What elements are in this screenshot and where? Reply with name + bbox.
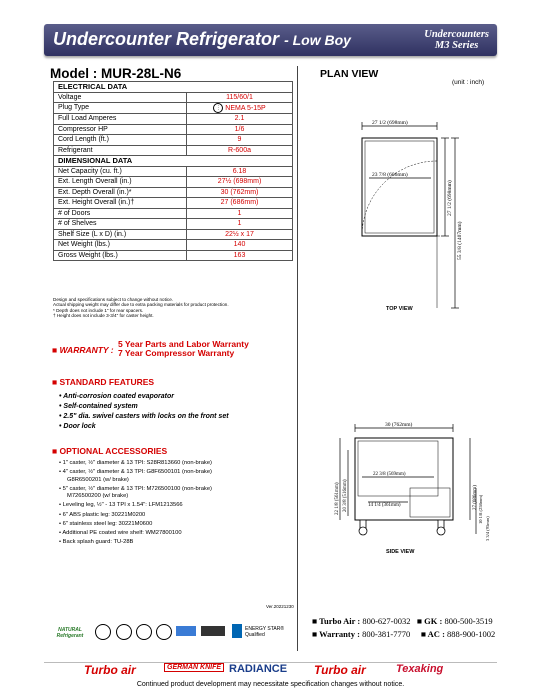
texaking-logo: Texaking (396, 663, 444, 675)
top-total-dim: 55 3/8 (1407mm) (457, 221, 463, 260)
contacts (312, 615, 495, 641)
table-row (54, 114, 293, 125)
list-item: • 4" caster, ½" diameter & 13 TPI: G8F6500101 (non-brake) G8R6500201 (w/ brake) (59, 469, 212, 483)
features-list (59, 392, 229, 432)
side-depth-dim: 30 (762mm) (385, 422, 413, 428)
side-h3-dim: 27 (686mm) (473, 485, 478, 510)
table-row (54, 103, 293, 114)
top-width-dim: 27 1/2 (698mm) (372, 120, 408, 126)
csa-icon (95, 624, 111, 640)
side-interior-dim: 22 3/8 (569mm) (373, 472, 406, 477)
table-row (54, 208, 293, 219)
spec-value: 22½ x 17 (187, 229, 293, 240)
accessories-title: ■ OPTIONAL ACCESSORIES (52, 446, 168, 456)
spec-value: 140 (187, 240, 293, 251)
page-title: Undercounter Refrigerator - Low Boy (53, 29, 351, 49)
list-item: • 6" ABS plastic leg: 30221M0200 (59, 511, 146, 518)
spec-value: 6.18 (187, 166, 293, 177)
spec-value: 27 (686mm) (187, 198, 293, 209)
unit-label: (unit : inch) (452, 79, 485, 86)
table-row (54, 124, 293, 135)
spec-value: 1 (187, 219, 293, 230)
spec-value: 9 (187, 135, 293, 146)
spec-value: 115/60/1 (187, 92, 293, 103)
table-row (54, 219, 293, 230)
spec-label: Gross Weight (lbs.) (54, 250, 187, 261)
spec-label: Compressor HP (54, 124, 187, 135)
turbo-air-logo: Turbo air (84, 663, 136, 677)
top-depth-dim: 27 1/2 (698mm) (447, 180, 453, 216)
radiance-logo: RADIANCE (229, 663, 288, 675)
version-label: Ver.20221230 (266, 604, 294, 609)
spec-table (53, 81, 293, 261)
spec-value: 1 (187, 208, 293, 219)
ul-icon (156, 624, 172, 640)
series-label: Undercounters M3 Series (424, 29, 489, 51)
german-knife-logo: GERMAN KNIFE (164, 663, 224, 672)
side-h2-dim: 20 3/8 (516mm) (343, 479, 348, 512)
natural-refrigerant-badge: NATURAL Refrigerant (56, 627, 84, 639)
spec-value: 27½ (698mm) (187, 177, 293, 188)
spec-label: # of Doors (54, 208, 187, 219)
etl-sanitation-icon (136, 624, 152, 640)
spec-label: Ext. Length Overall (in.) (54, 177, 187, 188)
table-row (54, 240, 293, 251)
list-item: • 6" stainless steel leg: 30221M0600 (59, 520, 153, 527)
spec-value: ⋮ NEMA 5-15P (187, 103, 293, 114)
spec-label: Plug Type (54, 103, 187, 114)
table-row (54, 177, 293, 188)
side-h4-dim: 10 1/8 (258mm) (478, 494, 483, 524)
warranty-label: ■ WARRANTY : (52, 345, 114, 355)
list-item: • Back splash guard: TU-28B (59, 538, 134, 545)
spec-notes: Design and specifications subject to change without notice. Actual shipping weight may differ due to extra packing materials for product protection. * Depth does not include 1" for rear spacers. † Height does not include 3-3/4" for caster height. (53, 297, 229, 319)
table-row (54, 187, 293, 198)
plug-icon: ⋮ (213, 103, 223, 113)
model-number: Model : MUR-28L-N6 (50, 66, 182, 81)
spec-value: 1/6 (187, 124, 293, 135)
list-item: • Additional PE coated wire shelf: WM27800100 (59, 529, 182, 536)
footer-disclaimer: Continued product development may necessitate specification changes without notice. (136, 681, 405, 688)
turbo-air-logo-2: Turbo air (314, 663, 366, 677)
section-header: DIMENSIONAL DATA (54, 156, 293, 167)
energy-star-label: ENERGY STAR® Qualified (245, 626, 285, 638)
list-item: • Leveling leg, ½" - 13 TPI x 1.54": LFM1213566 (59, 502, 183, 509)
spec-label: Shelf Size (L x D) (in.) (54, 229, 187, 240)
side-view-label: SIDE VIEW (386, 549, 415, 555)
side-h5-dim: 3 3/4 (95mm) (485, 516, 490, 541)
spec-label: Ext. Depth Overall (in.)* (54, 187, 187, 198)
accessories-list (59, 460, 212, 548)
section-header: ELECTRICAL DATA (54, 82, 293, 93)
warranty-badge-icon (201, 626, 225, 636)
table-row (54, 92, 293, 103)
side-inner2-dim: 14 1/4 (361mm) (368, 503, 401, 508)
top-inner-dim: 23 7/8 (606mm) (372, 172, 408, 178)
side-h1-dim: 22 1/8 (561mm) (335, 482, 340, 515)
table-row (54, 250, 293, 261)
spec-label: Ext. Height Overall (in.)† (54, 198, 187, 209)
list-item: • 5" caster, ½" diameter & 13 TPI: M726500100 (non-brake) M726500200 (w/ brake) (59, 485, 212, 500)
list-item: • Anti-corrosion coated evaporator (59, 393, 174, 400)
spec-value: 163 (187, 250, 293, 261)
table-row (54, 135, 293, 146)
spec-label: Full Load Amperes (54, 114, 187, 125)
spec-label: # of Shelves (54, 219, 187, 230)
list-item: • 1" caster, ½" diameter & 13 TPI: S28R813660 (non-brake) (59, 460, 212, 466)
etl-icon (116, 624, 132, 640)
spec-value: 30 (762mm) (187, 187, 293, 198)
spec-label: Voltage (54, 92, 187, 103)
spec-label: Net Capacity (cu. ft.) (54, 166, 187, 177)
contact-row: ■ Turbo Air : 800-627-0032 ■ GK : 800-500-3519 (312, 616, 493, 626)
side-view-drawing (310, 420, 500, 545)
table-row (54, 145, 293, 156)
spec-label: Net Weight (lbs.) (54, 240, 187, 251)
list-item: • Self-contained system (59, 403, 138, 410)
list-item: • Door lock (59, 423, 96, 430)
top-view-label: TOP VIEW (386, 306, 413, 312)
doe-icon (176, 626, 196, 636)
features-title: ■ STANDARD FEATURES (52, 377, 155, 387)
spec-label: Refrigerant (54, 145, 187, 156)
table-row (54, 166, 293, 177)
spec-value: R-600a (187, 145, 293, 156)
table-row (54, 229, 293, 240)
divider (297, 66, 298, 651)
contact-row: ■ Warranty : 800-381-7770 ■ AC : 888-900-1002 (312, 629, 496, 639)
top-view-drawing (330, 110, 500, 320)
table-row (54, 198, 293, 209)
spec-value: 2.1 (187, 114, 293, 125)
certifications (50, 624, 295, 648)
brand-logos (44, 651, 497, 677)
energy-star-icon (232, 624, 242, 638)
list-item: • 2.5" dia. swivel casters with locks on the front set (59, 413, 229, 420)
plan-view-title: PLAN VIEW (320, 68, 379, 80)
page-header (44, 24, 497, 56)
warranty-text: 5 Year Parts and Labor Warranty 7 Year Compressor Warranty (118, 339, 249, 358)
spec-label: Cord Length (ft.) (54, 135, 187, 146)
